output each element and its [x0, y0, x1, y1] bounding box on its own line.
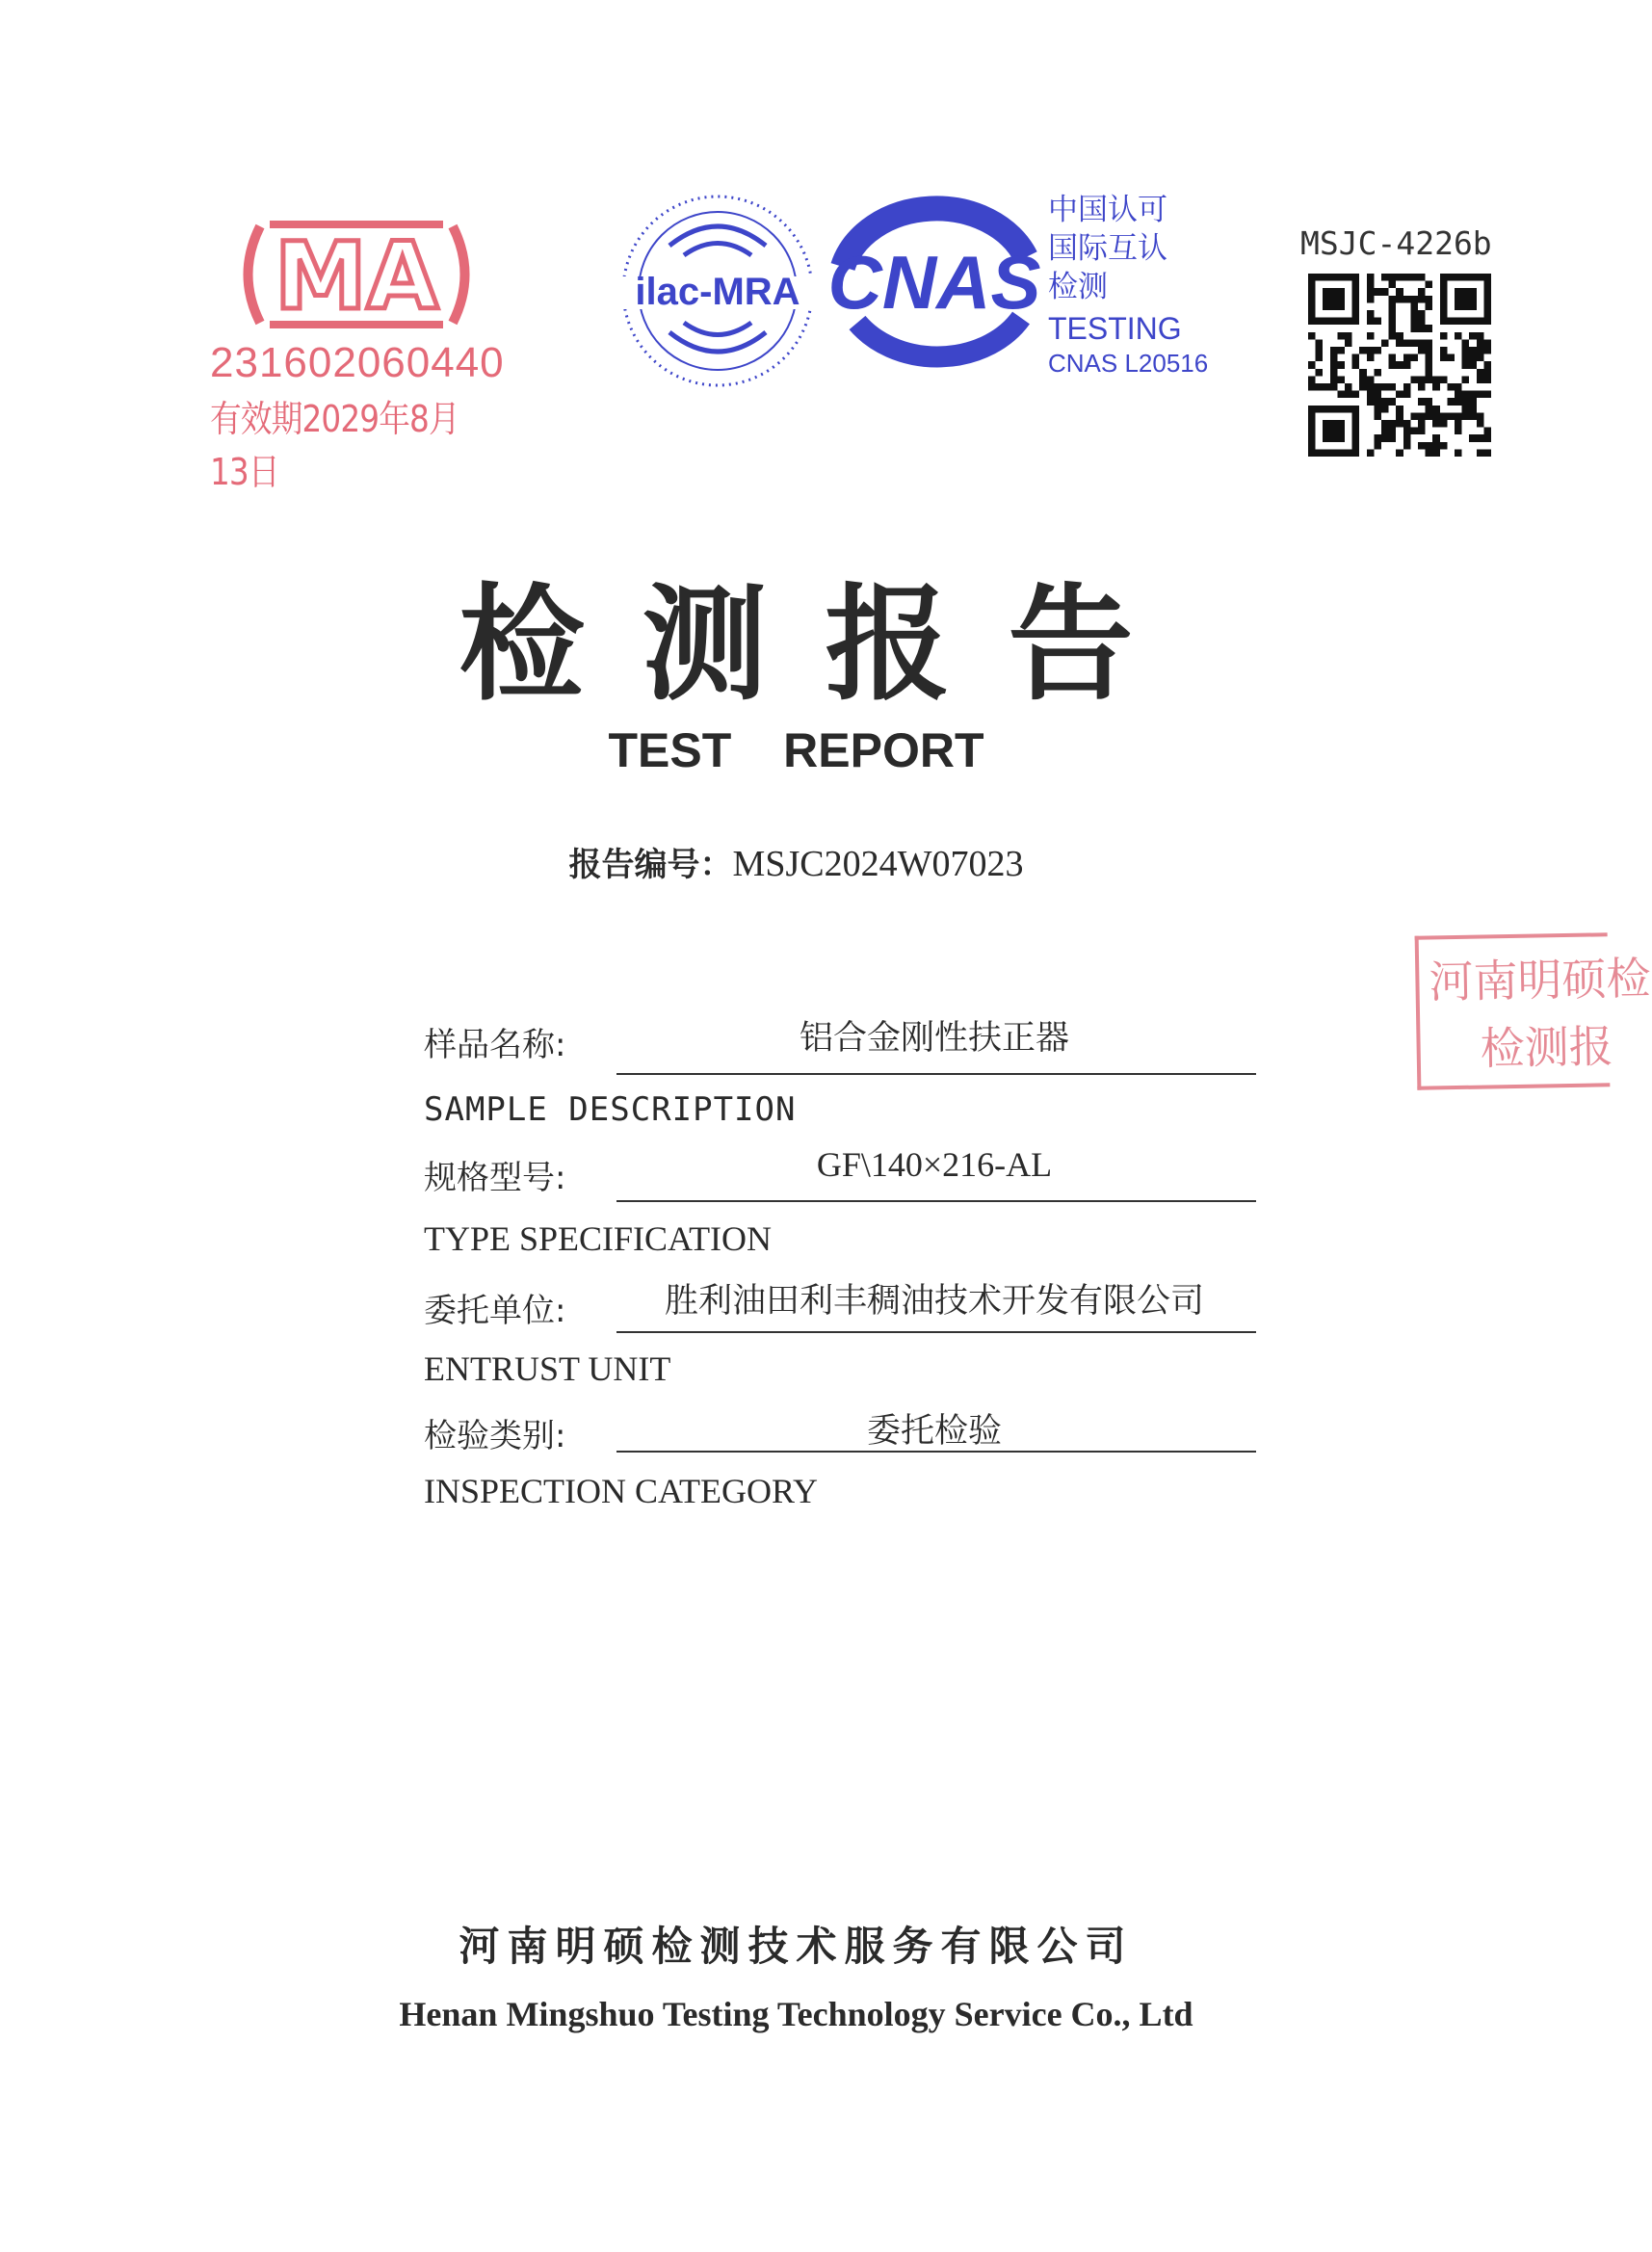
entrust-unit-underline — [616, 1331, 1256, 1333]
cma-mark-text: MA — [275, 223, 438, 330]
report-number-label: 报告编号： — [568, 846, 733, 884]
type-specification-value: GF\140×216-AL — [816, 1145, 1053, 1184]
ilac-mra-logo — [616, 188, 819, 395]
sample-description-label-cn: 样品名称: — [424, 1026, 566, 1064]
cnas-testing-label: TESTING — [1048, 311, 1182, 346]
type-specification-label-en: TYPE SPECIFICATION — [424, 1219, 773, 1258]
type-specification-label-cn: 规格型号: — [424, 1159, 566, 1197]
cma-mark-logo — [231, 207, 482, 342]
report-title-cn: 检测报告 — [459, 570, 1192, 718]
company-name-en: Henan Mingshuo Testing Technology Service Co., Ltd — [399, 1995, 1193, 2033]
cma-cert-number: 231602060440 — [210, 339, 505, 386]
cma-validity-date: 有效期2029年8月13日 — [210, 398, 459, 493]
company-name-cn: 河南明硕检测技术服务有限公司 — [459, 1923, 1134, 1970]
inspection-category-underline — [616, 1451, 1256, 1453]
seal-line-2: 检测报 — [1480, 1020, 1614, 1075]
inspection-category-label-en: INSPECTION CATEGORY — [424, 1472, 819, 1510]
type-specification-underline — [616, 1200, 1256, 1202]
ilac-mra-text: ilac-MRA — [635, 271, 800, 313]
sample-description-value: 铝合金刚性扶正器 — [799, 1019, 1069, 1058]
entrust-unit-value: 胜利油田利丰稠油技术开发有限公司 — [664, 1282, 1204, 1321]
entrust-unit-label-en: ENTRUST UNIT — [424, 1349, 671, 1388]
cnas-cn-line: 国际互认 — [1048, 231, 1167, 266]
cnas-logo — [819, 197, 1050, 376]
sample-description-label-en: SAMPLE DESCRIPTION — [424, 1090, 797, 1129]
cnas-cn-caption — [1048, 191, 1167, 306]
cnas-cn-line: 检测 — [1048, 270, 1108, 304]
sample-description-underline — [616, 1073, 1256, 1075]
company-seal-stamp — [1415, 932, 1651, 1089]
report-number — [0, 838, 1592, 885]
cnas-cn-line: 中国认可 — [1048, 193, 1167, 227]
qr-code-label: MSJC-4226b — [1300, 224, 1492, 262]
seal-line-1: 河南明硕检 — [1428, 952, 1651, 1008]
inspection-category-label-cn: 检验类别: — [424, 1417, 566, 1455]
entrust-unit-label-cn: 委托单位: — [424, 1292, 566, 1330]
report-title-en: TEST REPORT — [608, 723, 984, 777]
cnas-mark-text: CNAS — [827, 240, 1041, 325]
inspection-category-value: 委托检验 — [866, 1412, 1002, 1451]
cnas-license-number: CNAS L20516 — [1048, 349, 1209, 378]
qr-code-icon[interactable] — [1308, 274, 1491, 457]
report-number-value: MSJC2024W07023 — [732, 844, 1024, 884]
